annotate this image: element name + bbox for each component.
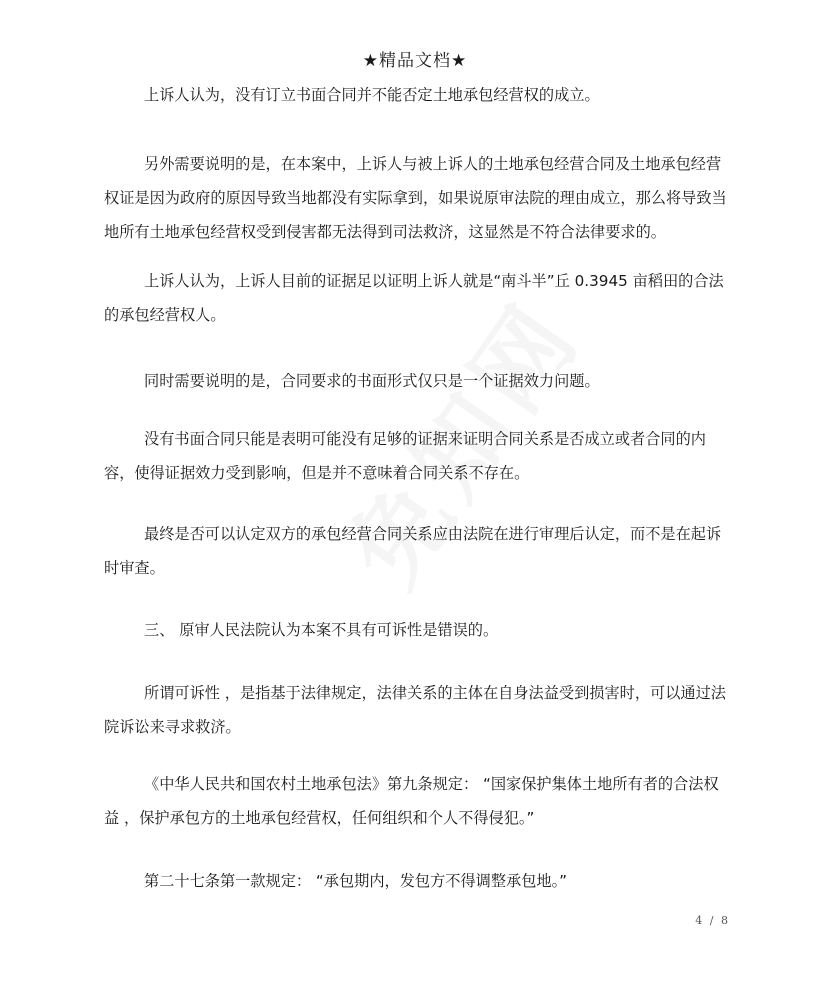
paragraph-5: 没有书面合同只能是表明可能没有足够的证据来证明合同关系是否成立或者合同的内容，使得证据效力受到影响，但是并不意味着合同关系不存在。 (104, 430, 706, 482)
paragraph-7: 三、 原审人民法院认为本案不具有可诉性是错误的。 (144, 621, 499, 639)
page-number: 4 / 8 (695, 914, 730, 927)
paragraph-9: 《中华人民共和国农村土地承包法》第九条规定： “国家保护集体土地所有者的合法权益 ，保护承包方的土地承包经营权，任何组织和个人不得侵犯。” (104, 775, 719, 827)
page-header-title: ★精品文档★ (362, 51, 468, 71)
paragraph-10: 第二十七条第一款规定： “承包期内，发包方不得调整承包地。” (144, 872, 568, 890)
paragraph-2: 另外需要说明的是，在本案中，上诉人与被上诉人的土地承包经营合同及土地承包经营权证是因为政府的原因导致当地都没有实际拿到，如果说原审法院的理由成立，那么将导致当地所有土地承包经营权受到侵害都无法得到司法救济，这显然是不符合法律要求的。 (104, 155, 727, 241)
paragraph-6: 最终是否可以认定双方的承包经营合同关系应由法院在进行审理后认定，而不是在起诉时审查。 (104, 525, 722, 577)
paragraph-8: 所谓可诉性 ，是指基于法律规定，法律关系的主体在自身法益受到损害时，可以通过法院诉讼来寻求救济。 (104, 684, 726, 736)
paragraph-4: 同时需要说明的是，合同要求的书面形式仅只是一个证据效力问题。 (144, 372, 600, 390)
paragraph-1: 上诉人认为，没有订立书面合同并不能否定土地承包经营权的成立。 (144, 86, 600, 104)
paragraph-3: 上诉人认为，上诉人目前的证据足以证明上诉人就是“南斗半”丘 0.3945 亩稻田的合法的承包经营权人。 (104, 272, 724, 324)
